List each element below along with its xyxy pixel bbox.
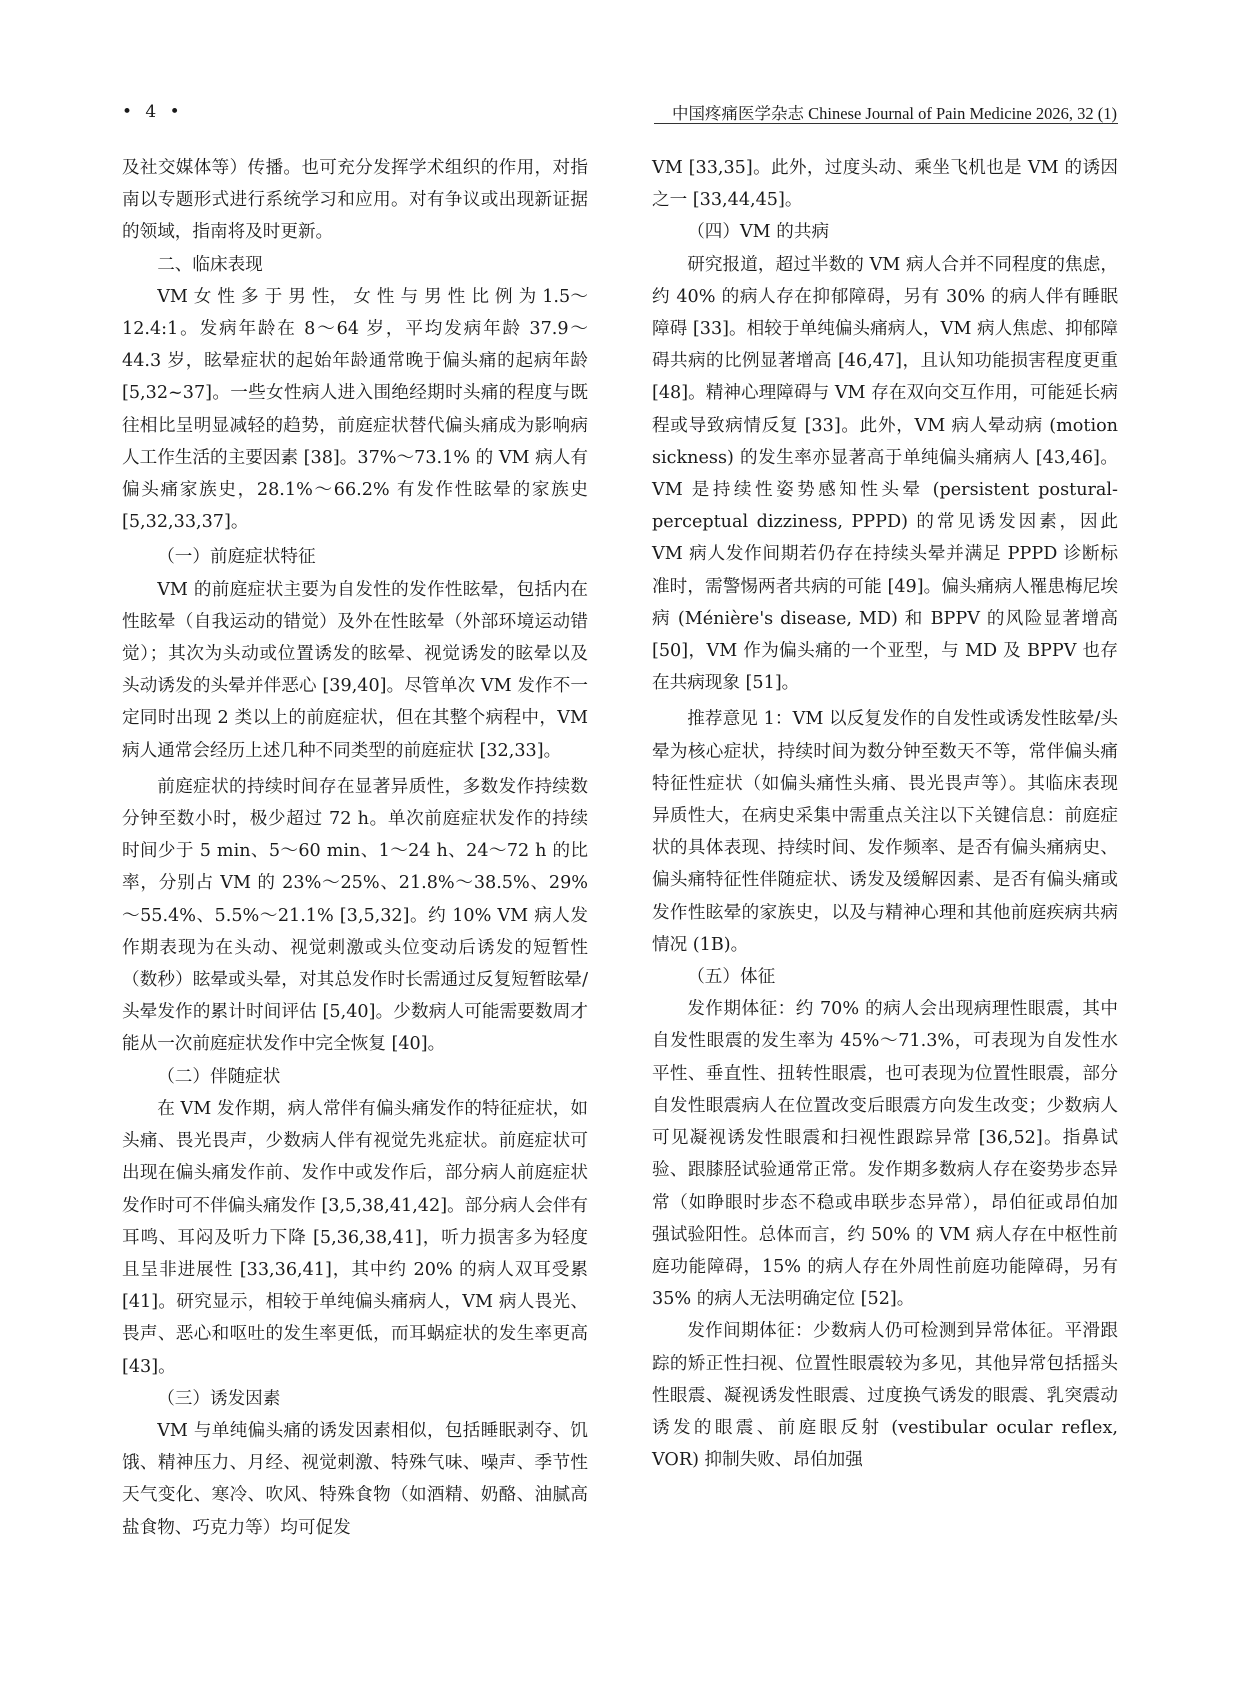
paragraph: 在 VM 发作期，病人常伴有偏头痛发作的特征症状，如头痛、畏光畏声，少数病人伴有视觉先兆症状。前庭症状可出现在偏头痛发作前、发作中或发作后，部分病人前庭症状发作时可不伴偏头痛发作 [3,5,38,41,42]。部分病人会伴有耳鸣、耳闷及听力下降 [5,36,38,41]，听力损害多为轻度且呈非进展性 [33,36,41]，其中约 20% 的病人双耳受累 [41]。研究显示，相较于单纯偏头痛病人，VM 病人畏光、畏声、恶心和呕吐的发生率更低，而耳蜗症状的发生率更高 [43]。 [122,1098,588,1377]
paragraph: 推荐意见 1：VM 以反复发作的自发性或诱发性眩晕/头晕为核心症状，持续时间为数分钟至数天不等，常伴偏头痛特征性症状（如偏头痛性头痛、畏光畏声等）。其临床表现异质性大，在病史采集中需重点关注以下关键信息：前庭症状的具体表现、持续时间、发作频率、是否有偏头痛病史、偏头痛特征性伴随症状、诱发及缓解因素、是否有偏头痛或发作性眩晕的家族史，以及与精神心理和其他前庭疾病共病情况 (1B)。 [652,709,1118,955]
paragraph: 研究报道，超过半数的 VM 病人合并不同程度的焦虑，约 40% 的病人存在抑郁障碍，另有 30% 的病人伴有睡眠障碍 [33]。相较于单纯偏头痛病人，VM 病人焦虑、抑郁障碍共病的比例显著增高 [46,47]，且认知功能损害程度更重 [48]。精神心理障碍与 VM 存在双向交互作用，可能延长病程或导致病情反复 [33]。此外，VM 病人晕动病 (motion sickness) 的发生率亦显著高于单纯偏头痛病人 [43,46]。VM 是持续性姿势感知性头晕 (persistent postural-perceptual dizziness, PPPD) 的常见诱发因素，因此 VM 病人发作间期若仍存在持续头晕并满足 PPPD 诊断标准时，需警惕两者共病的可能 [49]。偏头痛病人罹患梅尼埃病 (Ménière's disease, MD) 和 BPPV 的风险显著增高 [50]，VM 作为偏头痛的一个亚型，与 MD 及 BPPV 也存在共病现象 [51]。 [652,254,1118,694]
paragraph: 前庭症状的持续时间存在显著异质性，多数发作持续数分钟至数小时，极少超过 72 h。单次前庭症状发作的持续时间少于 5 min、5～60 min、1～24 h、24～72 h 的比率，分别占 VM 的 23%～25%、21.8%～38.5%、29%～55.4%、5.5%～21.1% [3,5,32]。约 10% VM 病人发作期表现为在头动、视觉刺激或头位变动后诱发的短暂性（数秒）眩晕或头晕，对其总发作时长需通过反复短暂眩晕/头晕发作的累计时间评估 [5,40]。少数病人可能需要数周才能从一次前庭症状发作中完全恢复 [40]。 [122,776,588,1055]
section-heading: （三）诱发因素 [157,1388,281,1409]
paragraph: VM 女 性 多 于 男 性， 女 性 与 男 性 比 例 为 1.5～12.4:1。发病年龄在 8～64 岁，平均发病年龄 37.9～44.3 岁，眩晕症状的起始年龄通常晚于偏头痛的起病年龄 [5,32~37]。一些女性病人进入围绝经期时头痛的程度与既往相比呈明显减轻的趋势，前庭症状替代偏头痛成为影响病人工作生活的主要因素 [38]。37%～73.1% 的 VM 病人有偏头痛家族史，28.1%～66.2% 有发作性眩晕的家族史 [5,32,33,37]。 [122,286,588,533]
paragraph: VM 与单纯偏头痛的诱发因素相似，包括睡眠剥夺、饥饿、精神压力、月经、视觉刺激、特殊气味、噪声、季节性天气变化、寒冷、吹风、特殊食物（如酒精、奶酪、油腻高盐食物、巧克力等）均可促发 [122,1420,588,1538]
section-heading: （一）前庭症状特征 [157,547,316,568]
section-heading: （五）体征 [687,967,776,988]
section-heading: （二）伴随症状 [157,1066,281,1087]
section-heading: 二、临床表现 [157,254,263,275]
left-column [122,152,588,1544]
page-number: • 4 • [122,102,184,122]
journal-header: 中国疼痛医学杂志 Chinese Journal of Pain Medicine 2026, 32 (1) [672,104,1117,123]
paragraph: 发作期体征：约 70% 的病人会出现病理性眼震，其中自发性眼震的发生率为 45%～71.3%，可表现为自发性水平性、垂直性、扭转性眼震，也可表现为位置性眼震，部分自发性眼震病人在位置改变后眼震方向发生改变；少数病人可见凝视诱发性眼震和扫视性跟踪异常 [36,52]。指鼻试验、跟膝胫试验通常正常。发作期多数病人存在姿势步态异常（如睁眼时步态不稳或串联步态异常），昂伯征或昂伯加强试验阳性。总体而言，约 50% 的 VM 病人存在中枢性前庭功能障碍，15% 的病人存在外周性前庭功能障碍，另有 35% 的病人无法明确定位 [52]。 [652,999,1118,1310]
header-rule [654,123,1118,124]
right-column [652,152,1118,1476]
paragraph: VM [33,35]。此外，过度头动、乘坐飞机也是 VM 的诱因之一 [33,44,45]。 [652,158,1118,211]
paragraph: VM 的前庭症状主要为自发性的发作性眩晕，包括内在性眩晕（自我运动的错觉）及外在性眩晕（外部环境运动错觉）；其次为头动或位置诱发的眩晕、视觉诱发的眩晕以及头动诱发的头晕并伴恶心 [39,40]。尽管单次 VM 发作不一定同时出现 2 类以上的前庭症状，但在其整个病程中，VM 病人通常会经历上述几种不同类型的前庭症状 [32,33]。 [122,579,588,761]
section-heading: （四）VM 的共病 [687,222,830,243]
paragraph: 及社交媒体等）传播。也可充分发挥学术组织的作用，对指南以专题形式进行系统学习和应用。对有争议或出现新证据的领域，指南将及时更新。 [122,158,588,243]
paragraph: 发作间期体征：少数病人仍可检测到异常体征。平滑跟踪的矫正性扫视、位置性眼震较为多见，其他异常包括摇头性眼震、凝视诱发性眼震、过度换气诱发的眼震、乳突震动诱发的眼震、前庭眼反射 (vestibular ocular reflex, VOR) 抑制失败、昂伯加强 [652,1321,1118,1471]
